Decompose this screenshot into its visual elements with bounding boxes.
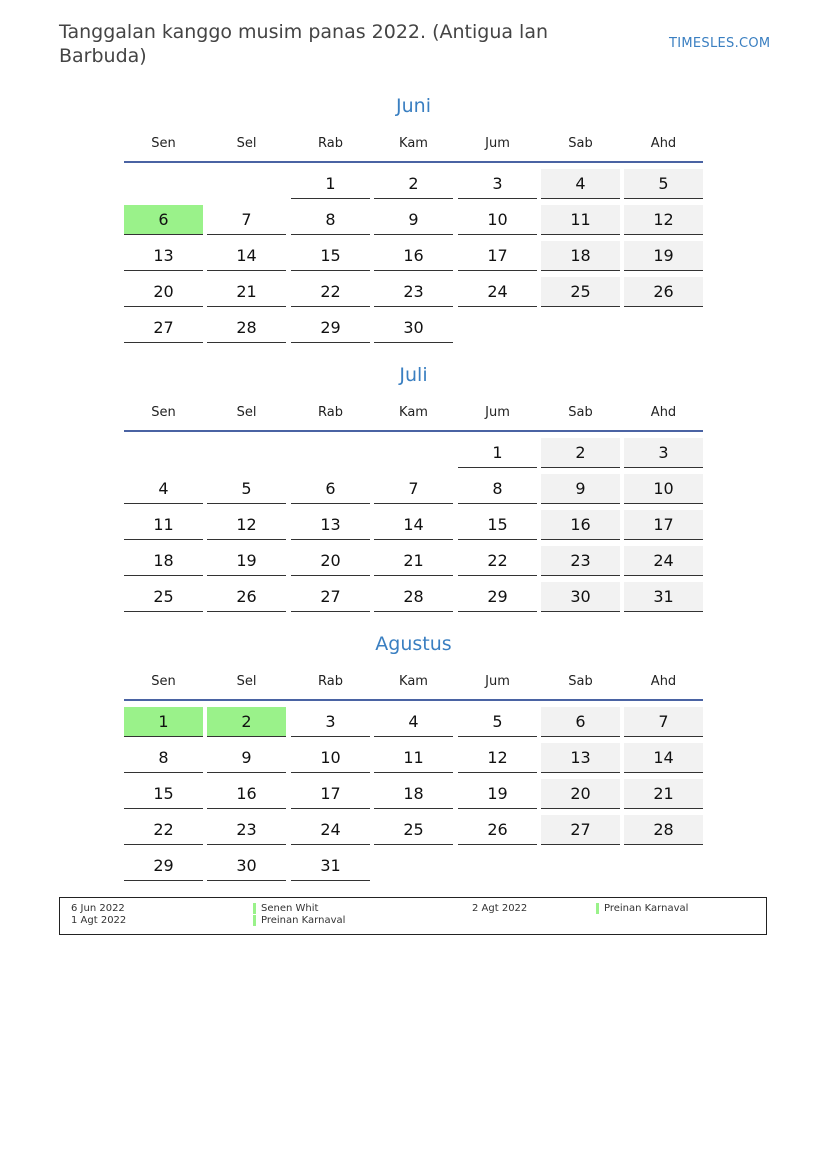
day-cell: 1 (291, 169, 370, 199)
legend-color-marker (253, 903, 256, 914)
day-cell: 30 (374, 313, 453, 343)
weekday-header: Kam (399, 405, 428, 420)
header-divider (124, 699, 703, 701)
header-divider (124, 161, 703, 163)
day-cell: 18 (541, 241, 620, 271)
day-cell: 14 (374, 510, 453, 540)
weekday-header: Jum (485, 405, 510, 420)
day-cell: 8 (124, 743, 203, 773)
day-cell: 11 (374, 743, 453, 773)
day-cell: 17 (624, 510, 703, 540)
legend-color-marker (253, 915, 256, 926)
day-cell: 12 (624, 205, 703, 235)
day-cell: 20 (291, 546, 370, 576)
day-cell: 13 (541, 743, 620, 773)
month-title: Juni (396, 95, 431, 117)
day-cell: 12 (207, 510, 286, 540)
day-cell: 18 (124, 546, 203, 576)
day-cell: 9 (541, 474, 620, 504)
day-cell: 4 (374, 707, 453, 737)
holiday-legend (59, 897, 767, 935)
day-cell: 30 (207, 851, 286, 881)
day-cell: 5 (624, 169, 703, 199)
day-cell: 17 (291, 779, 370, 809)
day-cell: 31 (624, 582, 703, 612)
day-cell: 23 (374, 277, 453, 307)
day-cell: 8 (291, 205, 370, 235)
weekday-header: Sen (151, 405, 176, 420)
weekday-header: Sab (568, 674, 593, 689)
day-cell: 4 (541, 169, 620, 199)
day-cell: 19 (458, 779, 537, 809)
day-cell: 16 (207, 779, 286, 809)
day-cell: 9 (207, 743, 286, 773)
day-cell: 22 (458, 546, 537, 576)
day-cell: 26 (624, 277, 703, 307)
day-cell: 3 (291, 707, 370, 737)
day-cell: 24 (458, 277, 537, 307)
day-cell: 8 (458, 474, 537, 504)
legend-holiday-name: Preinan Karnaval (261, 915, 346, 926)
weekday-header: Ahd (650, 674, 677, 689)
day-cell: 22 (291, 277, 370, 307)
day-cell: 15 (458, 510, 537, 540)
day-cell: 13 (124, 241, 203, 271)
day-cell: 27 (291, 582, 370, 612)
day-cell: 23 (541, 546, 620, 576)
day-cell: 7 (624, 707, 703, 737)
day-cell: 31 (291, 851, 370, 881)
day-cell: 15 (124, 779, 203, 809)
day-cell: 27 (124, 313, 203, 343)
day-cell: 29 (458, 582, 537, 612)
day-cell: 18 (374, 779, 453, 809)
weekday-header: Rab (318, 136, 343, 151)
day-cell: 2 (374, 169, 453, 199)
legend-date: 2 Agt 2022 (472, 903, 528, 914)
day-cell: 13 (291, 510, 370, 540)
weekday-header: Sen (151, 136, 176, 151)
day-cell: 4 (124, 474, 203, 504)
day-cell: 15 (291, 241, 370, 271)
day-cell: 26 (207, 582, 286, 612)
day-cell: 7 (374, 474, 453, 504)
day-cell: 20 (124, 277, 203, 307)
brand-link[interactable]: TIMESLES.COM (669, 36, 771, 51)
weekday-header: Sab (568, 405, 593, 420)
day-cell: 3 (624, 438, 703, 468)
legend-date: 1 Agt 2022 (71, 915, 127, 926)
day-cell: 21 (207, 277, 286, 307)
day-cell: 6 (291, 474, 370, 504)
day-cell: 2 (541, 438, 620, 468)
day-cell: 25 (374, 815, 453, 845)
day-cell: 7 (207, 205, 286, 235)
legend-color-marker (596, 903, 599, 914)
weekday-header: Sen (151, 674, 176, 689)
legend-date: 6 Jun 2022 (71, 903, 125, 914)
weekday-header: Sab (568, 136, 593, 151)
weekday-header: Jum (485, 136, 510, 151)
day-cell: 6 (124, 205, 203, 235)
day-cell: 19 (624, 241, 703, 271)
weekday-header: Ahd (650, 405, 677, 420)
month-title: Agustus (375, 633, 452, 655)
day-cell: 10 (624, 474, 703, 504)
day-cell: 11 (541, 205, 620, 235)
day-cell: 16 (541, 510, 620, 540)
day-cell: 27 (541, 815, 620, 845)
day-cell: 28 (207, 313, 286, 343)
month-title: Juli (399, 364, 428, 386)
day-cell: 25 (541, 277, 620, 307)
day-cell: 22 (124, 815, 203, 845)
legend-holiday-name: Preinan Karnaval (604, 903, 689, 914)
day-cell: 5 (207, 474, 286, 504)
page-title: Tanggalan kanggo musim panas 2022. (Antigua lan Barbuda) (59, 21, 549, 67)
day-cell: 11 (124, 510, 203, 540)
day-cell: 16 (374, 241, 453, 271)
weekday-header: Kam (399, 136, 428, 151)
weekday-header: Jum (485, 674, 510, 689)
header-divider (124, 430, 703, 432)
day-cell: 25 (124, 582, 203, 612)
day-cell: 29 (291, 313, 370, 343)
day-cell: 24 (624, 546, 703, 576)
day-cell: 10 (458, 205, 537, 235)
day-cell: 29 (124, 851, 203, 881)
day-cell: 21 (624, 779, 703, 809)
legend-holiday-name: Senen Whit (261, 903, 319, 914)
day-cell: 20 (541, 779, 620, 809)
day-cell: 10 (291, 743, 370, 773)
day-cell: 17 (458, 241, 537, 271)
weekday-header: Ahd (650, 136, 677, 151)
day-cell: 19 (207, 546, 286, 576)
weekday-header: Sel (236, 674, 257, 689)
day-cell: 21 (374, 546, 453, 576)
weekday-header: Kam (399, 674, 428, 689)
day-cell: 9 (374, 205, 453, 235)
day-cell: 6 (541, 707, 620, 737)
day-cell: 28 (374, 582, 453, 612)
weekday-header: Rab (318, 674, 343, 689)
day-cell: 5 (458, 707, 537, 737)
day-cell: 3 (458, 169, 537, 199)
weekday-header: Sel (236, 136, 257, 151)
day-cell: 28 (624, 815, 703, 845)
weekday-header: Sel (236, 405, 257, 420)
day-cell: 14 (624, 743, 703, 773)
day-cell: 23 (207, 815, 286, 845)
day-cell: 26 (458, 815, 537, 845)
day-cell: 30 (541, 582, 620, 612)
day-cell: 2 (207, 707, 286, 737)
day-cell: 1 (458, 438, 537, 468)
day-cell: 12 (458, 743, 537, 773)
day-cell: 24 (291, 815, 370, 845)
weekday-header: Rab (318, 405, 343, 420)
day-cell: 14 (207, 241, 286, 271)
day-cell: 1 (124, 707, 203, 737)
